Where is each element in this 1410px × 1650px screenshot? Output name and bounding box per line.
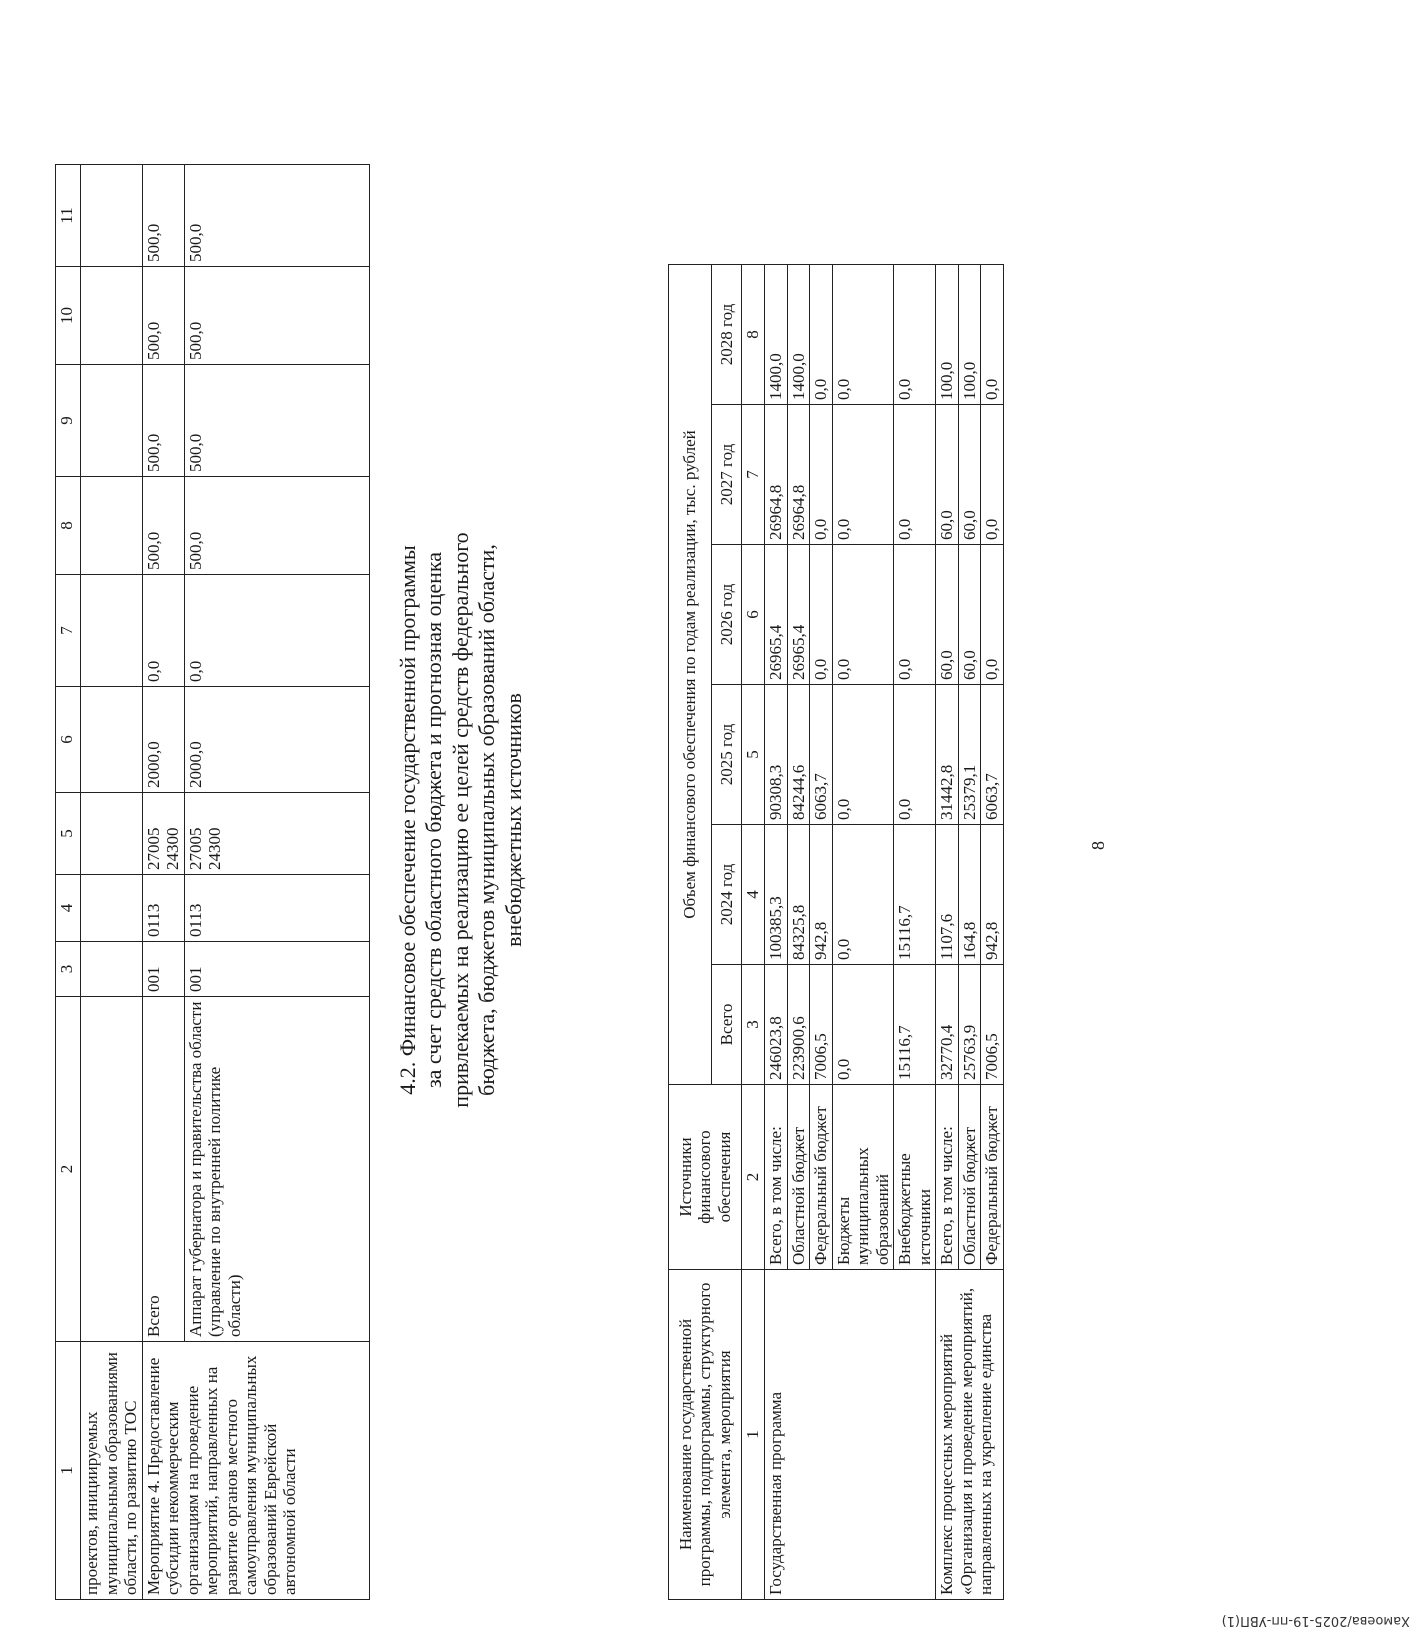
side-code-wrap (1080, 1608, 1410, 1628)
value: 0,0 (894, 264, 936, 404)
value: 0,0 (810, 264, 833, 404)
value: 1400,0 (765, 264, 788, 404)
title-line: бюджета, бюджетов муниципальных образований области, (474, 544, 500, 1096)
col-source-header: Источники финансового обеспечения (669, 1085, 742, 1270)
col-num: 5 (56, 793, 81, 875)
col-num: 4 (56, 875, 81, 942)
value: 15116,7 (894, 965, 936, 1085)
value: 15116,7 (894, 825, 936, 965)
col-volume-header: Объем финансового обеспечения по годам реализации, тыс. рублей (669, 264, 712, 1084)
table-row (765, 264, 788, 1599)
value: 0,0 (810, 545, 833, 685)
value: 60,0 (958, 545, 981, 685)
source: Всего, в том числе: (936, 1085, 959, 1270)
value: 84325,8 (787, 825, 810, 965)
value: 6063,7 (981, 685, 1004, 825)
numbers-row (742, 264, 765, 1599)
value: 26964,8 (765, 405, 788, 545)
value: 32770,4 (936, 965, 959, 1085)
cell: 2000,0 (184, 687, 369, 793)
value: 0,0 (832, 685, 894, 825)
source: Внебюджетные источники (894, 1085, 936, 1270)
value: 6063,7 (810, 685, 833, 825)
value: 164,8 (958, 825, 981, 965)
col-num: 5 (742, 685, 765, 825)
col-num: 9 (56, 365, 81, 477)
source: Федеральный бюджет (810, 1085, 833, 1270)
value: 0,0 (832, 545, 894, 685)
value: 1107,6 (936, 825, 959, 965)
page-number: 8 (1088, 841, 1108, 850)
financing-table (668, 264, 1004, 1600)
value: 60,0 (936, 545, 959, 685)
title-line: привлекаемых на реализацию ее целей средств федерального (447, 532, 473, 1108)
col-num: 11 (56, 165, 81, 267)
value: 26964,8 (787, 405, 810, 545)
side-code: Хамоева/2025-19-пп-УВП(1) (1221, 1613, 1410, 1628)
cell: 500,0 (184, 267, 369, 365)
value: 90308,3 (765, 685, 788, 825)
col-num: 3 (742, 965, 765, 1085)
col-num: 8 (742, 264, 765, 404)
col-name-header: Наименование государственной программы, подпрограммы, структурного элемента, мероприятия (669, 1270, 742, 1600)
col-num: 7 (56, 575, 81, 687)
program-name: Комплекс процессных мероприятий «Организация и проведение мероприятий, направленных на укрепление единства (936, 1270, 1004, 1600)
value: 0,0 (832, 825, 894, 965)
cell: 001 (184, 942, 369, 997)
source: Бюджеты муниципальных образований (832, 1085, 894, 1270)
cell: 500,0 (142, 267, 184, 365)
section-title (395, 290, 527, 1350)
value: 0,0 (832, 264, 894, 404)
value: 100,0 (958, 264, 981, 404)
row-name: проектов, инициируемых муниципальными образованиями области, по развитию ТОС (81, 1342, 143, 1600)
value: 100,0 (936, 264, 959, 404)
value: 0,0 (894, 405, 936, 545)
value: 0,0 (810, 405, 833, 545)
value: 0,0 (832, 405, 894, 545)
cell: 0,0 (184, 575, 369, 687)
value: 0,0 (981, 264, 1004, 404)
col-num: 2 (742, 1085, 765, 1270)
executor: Аппарат губернатора и правительства области (управление по внутренней политике области) (184, 997, 369, 1342)
cell: 500,0 (142, 477, 184, 575)
value: 0,0 (894, 545, 936, 685)
value: 25763,9 (958, 965, 981, 1085)
cell: 500,0 (184, 165, 369, 267)
year-header: 2028 год (712, 264, 742, 404)
value: 942,8 (981, 825, 1004, 965)
row-name: Мероприятие 4. Предоставление субсидии некоммерческим организациям на проведение мероприятий, направленных на развитие органов местного самоуправления муниципальных образований Еврейской автономной области (142, 1342, 369, 1600)
cell: 0113 (142, 875, 184, 942)
value: 31442,8 (936, 685, 959, 825)
col-num: 4 (742, 825, 765, 965)
value: 26965,4 (787, 545, 810, 685)
value: 26965,4 (765, 545, 788, 685)
year-header: Всего (712, 965, 742, 1085)
col-num: 1 (742, 1270, 765, 1600)
table-row (81, 165, 143, 1600)
col-num: 6 (56, 687, 81, 793)
value: 246023,8 (765, 965, 788, 1085)
value: 100385,3 (765, 825, 788, 965)
table-row (142, 165, 184, 1600)
value: 84244,6 (787, 685, 810, 825)
value: 25379,1 (958, 685, 981, 825)
year-header: 2027 год (712, 405, 742, 545)
cell: 001 (142, 942, 184, 997)
value: 60,0 (958, 405, 981, 545)
executor: Всего (142, 997, 184, 1342)
source: Федеральный бюджет (981, 1085, 1004, 1270)
year-header: 2026 год (712, 545, 742, 685)
top-table-header (56, 165, 81, 1600)
value: 7006,5 (810, 965, 833, 1085)
table-row (936, 264, 959, 1599)
year-header: 2025 год (712, 685, 742, 825)
value: 7006,5 (981, 965, 1004, 1085)
cell: 500,0 (142, 365, 184, 477)
col-num: 6 (742, 545, 765, 685)
cell: 27005 24300 (184, 793, 369, 875)
cell: 0113 (184, 875, 369, 942)
col-num: 7 (742, 405, 765, 545)
col-num: 2 (56, 997, 81, 1342)
source: Областной бюджет (958, 1085, 981, 1270)
title-line: внебюджетных источников (500, 693, 526, 947)
year-header: 2024 год (712, 825, 742, 965)
value: 60,0 (936, 405, 959, 545)
value: 0,0 (832, 965, 894, 1085)
cell: 500,0 (184, 365, 369, 477)
col-num: 10 (56, 267, 81, 365)
cell: 27005 24300 (142, 793, 184, 875)
top-table (55, 164, 370, 1600)
cell: 500,0 (184, 477, 369, 575)
cell: 2000,0 (142, 687, 184, 793)
cell: 500,0 (142, 165, 184, 267)
value: 1400,0 (787, 264, 810, 404)
col-num: 1 (56, 1342, 81, 1600)
title-line: 4.2. Финансовое обеспечение государственной программы (395, 545, 420, 1095)
value: 0,0 (981, 405, 1004, 545)
cell: 0,0 (142, 575, 184, 687)
col-num: 8 (56, 477, 81, 575)
value: 942,8 (810, 825, 833, 965)
program-name: Государственная программа (765, 1270, 936, 1600)
source: Всего, в том числе: (765, 1085, 788, 1270)
header-row (669, 264, 712, 1599)
title-line: за счет средств областного бюджета и прогнозная оценка (421, 551, 447, 1089)
source: Областной бюджет (787, 1085, 810, 1270)
value: 223900,6 (787, 965, 810, 1085)
value: 0,0 (981, 545, 1004, 685)
value: 0,0 (894, 685, 936, 825)
col-num: 3 (56, 942, 81, 997)
